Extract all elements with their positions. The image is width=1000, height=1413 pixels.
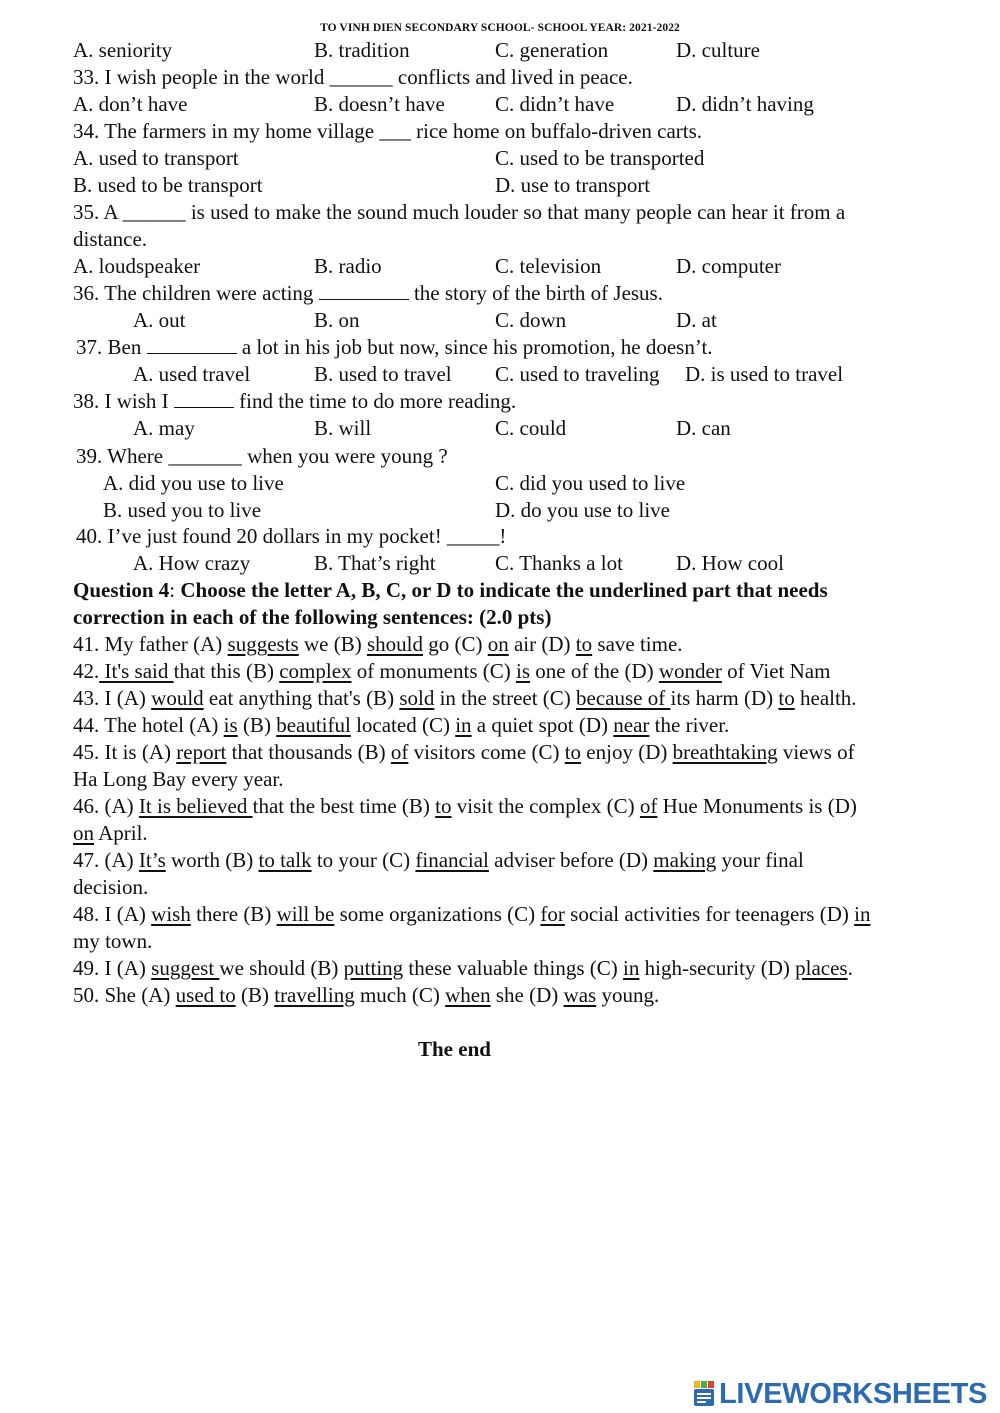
- option-d[interactable]: D. at: [676, 308, 717, 332]
- text: 44. The hotel (A): [73, 713, 224, 737]
- option-a[interactable]: A. did you use to live: [103, 471, 284, 495]
- text: that thousands (B): [226, 740, 391, 764]
- option-c[interactable]: C. didn’t have: [495, 92, 615, 116]
- text: 41. My father (A): [73, 632, 228, 656]
- question-49: [73, 955, 963, 982]
- text: Hue Monuments is (D): [657, 794, 857, 818]
- q39-options-row1: [73, 470, 963, 497]
- option-d[interactable]: D. didn’t having: [676, 92, 814, 116]
- underlined-part-c[interactable]: when: [445, 983, 491, 1007]
- underlined-part-a[interactable]: is: [223, 713, 238, 737]
- question-35-cont: distance.: [73, 227, 148, 251]
- answer-blank[interactable]: [147, 335, 237, 354]
- underlined-part-d[interactable]: in: [854, 902, 871, 926]
- liveworksheets-logo: [694, 1376, 987, 1412]
- q39-options-row2: [73, 497, 963, 524]
- question-39: 39. Where _______ when you were young ?: [76, 444, 448, 468]
- option-d[interactable]: D. How cool: [676, 551, 784, 575]
- option-a[interactable]: A. used travel: [133, 362, 251, 386]
- underlined-part-c[interactable]: is: [516, 659, 531, 683]
- text: young.: [596, 983, 660, 1007]
- underlined-part-c[interactable]: in: [455, 713, 472, 737]
- option-c[interactable]: C. generation: [495, 38, 609, 62]
- text: air (D): [508, 632, 576, 656]
- question-50: [73, 982, 963, 1009]
- option-a[interactable]: A. How crazy: [133, 551, 251, 575]
- underlined-part-c[interactable]: financial: [415, 848, 489, 872]
- question-45-cont: Ha Long Bay every year.: [73, 767, 284, 791]
- text: 47. (A): [73, 848, 139, 872]
- option-b[interactable]: B. used to be transport: [73, 173, 263, 197]
- text: views of: [777, 740, 855, 764]
- text: its harm (D): [670, 686, 779, 710]
- underlined-part-a[interactable]: report: [176, 740, 227, 764]
- question-46: [73, 793, 963, 820]
- question-46-cont: [73, 820, 963, 847]
- option-a[interactable]: A. loudspeaker: [73, 254, 201, 278]
- option-c[interactable]: C. used to be transported: [495, 146, 705, 170]
- underlined-part-a[interactable]: used to: [175, 983, 236, 1007]
- q38-pre: 38. I wish I: [73, 389, 174, 413]
- q37-pre: 37. Ben: [76, 335, 147, 359]
- underlined-part-b[interactable]: sold: [399, 686, 435, 710]
- underlined-part-b[interactable]: to: [435, 794, 452, 818]
- text: in the street (C): [434, 686, 577, 710]
- question-42: [73, 658, 963, 685]
- underlined-part-d[interactable]: breathtaking: [672, 740, 778, 764]
- option-d[interactable]: D. can: [676, 416, 731, 440]
- q36-pre: 36. The children were acting: [73, 281, 319, 305]
- text: these valuable things (C): [403, 956, 624, 980]
- q37-post: a lot in his job but now, since his promotion, he doesn’t.: [236, 335, 713, 359]
- underlined-part-c[interactable]: for: [540, 902, 565, 926]
- underlined-part-d[interactable]: making: [653, 848, 717, 872]
- question-41: [73, 631, 963, 658]
- question-38: [73, 388, 963, 415]
- underlined-part-c[interactable]: of: [639, 794, 658, 818]
- option-b[interactable]: B. used you to live: [103, 498, 262, 522]
- text: 42.: [73, 659, 100, 683]
- underlined-part-c[interactable]: because of: [576, 686, 671, 710]
- option-a[interactable]: A. out: [133, 308, 186, 332]
- text: 49. I (A): [73, 956, 152, 980]
- option-d[interactable]: D. do you use to live: [495, 498, 670, 522]
- text: that the best time (B): [252, 794, 436, 818]
- q35-options: [73, 253, 963, 280]
- answer-blank[interactable]: [174, 389, 234, 408]
- question-48-cont: my town.: [73, 929, 153, 953]
- question-4-colon: :: [169, 578, 181, 602]
- underlined-part-b[interactable]: complex: [279, 659, 352, 683]
- q32-options: [73, 37, 963, 64]
- text: one of the (D): [530, 659, 659, 683]
- option-a[interactable]: A. seniority: [73, 38, 173, 62]
- text: she (D): [490, 983, 564, 1007]
- text: some organizations (C): [334, 902, 541, 926]
- text: health.: [794, 686, 857, 710]
- q38-post: find the time to do more reading.: [233, 389, 517, 413]
- option-c[interactable]: C. Thanks a lot: [495, 551, 623, 575]
- text: worth (B): [165, 848, 259, 872]
- underlined-part-d[interactable]: to: [778, 686, 795, 710]
- text: enjoy (D): [581, 740, 673, 764]
- underlined-part-a[interactable]: wish: [151, 902, 191, 926]
- q34-options-row1: [73, 145, 963, 172]
- option-b[interactable]: B. doesn’t have: [314, 92, 445, 116]
- underlined-part-d[interactable]: was: [563, 983, 597, 1007]
- question-44: [73, 712, 963, 739]
- text: April.: [94, 821, 148, 845]
- option-c[interactable]: C. did you used to live: [495, 471, 686, 495]
- underlined-part-b[interactable]: putting: [343, 956, 404, 980]
- underlined-part-b[interactable]: will be: [276, 902, 335, 926]
- underlined-part-b[interactable]: should: [366, 632, 423, 656]
- option-a[interactable]: A. may: [133, 416, 195, 440]
- question-36: [73, 280, 963, 307]
- text: go (C): [422, 632, 488, 656]
- option-b[interactable]: B. radio: [314, 254, 382, 278]
- q38-options: [73, 415, 963, 442]
- question-4-instructions-cont: correction in each of the following sentences: (2.0 pts): [73, 605, 552, 629]
- q34-options-row2: [73, 172, 963, 199]
- q40-options: [73, 550, 963, 577]
- option-b[interactable]: B. That’s right: [314, 551, 436, 575]
- question-45: [73, 739, 963, 766]
- underlined-part-b[interactable]: to talk: [258, 848, 312, 872]
- text: visit the complex (C): [451, 794, 640, 818]
- text: 43. I (A): [73, 686, 152, 710]
- text: to your (C): [311, 848, 416, 872]
- question-37: [76, 334, 966, 361]
- underlined-part-d[interactable]: near: [613, 713, 650, 737]
- option-d[interactable]: D. use to transport: [495, 173, 651, 197]
- question-4-instructions: Choose the letter A, B, C, or D to indicate the underlined part that needs: [180, 578, 828, 602]
- underlined-part-d[interactable]: to: [575, 632, 593, 656]
- text: high-security (D): [639, 956, 796, 980]
- question-4-label: Question 4: [73, 578, 170, 602]
- text: much (C): [354, 983, 446, 1007]
- question-48: [73, 901, 963, 928]
- option-a[interactable]: A. used to transport: [73, 146, 239, 170]
- text: 48. I (A): [73, 902, 152, 926]
- option-d[interactable]: D. is used to travel: [685, 362, 844, 386]
- question-4-heading: [73, 577, 963, 604]
- option-d[interactable]: D. computer: [676, 254, 781, 278]
- text: of monuments (C): [351, 659, 516, 683]
- underlined-part-d[interactable]: on: [73, 821, 94, 845]
- text: located (C): [350, 713, 456, 737]
- text: social activities for teenagers (D): [564, 902, 855, 926]
- underlined-part-a[interactable]: suggests: [227, 632, 299, 656]
- text: visitors come (C): [408, 740, 565, 764]
- the-end-footer: The end: [418, 1037, 491, 1061]
- text: (B): [237, 713, 277, 737]
- option-c[interactable]: C. used to traveling: [495, 362, 660, 386]
- option-d[interactable]: D. culture: [676, 38, 760, 62]
- text: we (B): [298, 632, 367, 656]
- underlined-part-b[interactable]: beautiful: [276, 713, 351, 737]
- text: (B): [235, 983, 275, 1007]
- text: save time.: [592, 632, 683, 656]
- text: 45. It is (A): [73, 740, 177, 764]
- worksheet-icon: [694, 1381, 716, 1407]
- answer-blank[interactable]: [319, 281, 409, 300]
- underlined-part-a[interactable]: It's said: [99, 659, 174, 683]
- option-b[interactable]: B. on: [314, 308, 360, 332]
- question-34: 34. The farmers in my home village ___ rice home on buffalo-driven carts.: [73, 119, 703, 143]
- question-43: [73, 685, 963, 712]
- underlined-part-c[interactable]: in: [623, 956, 640, 980]
- underlined-part-b[interactable]: travelling: [274, 983, 355, 1007]
- option-c[interactable]: C. could: [495, 416, 567, 440]
- underlined-part-d[interactable]: wonder: [658, 659, 722, 683]
- text: .: [847, 956, 853, 980]
- brand-name: LIVEWORKSHEETS: [719, 1377, 988, 1410]
- underlined-part-d[interactable]: places: [795, 956, 848, 980]
- option-b[interactable]: B. will: [314, 416, 372, 440]
- text: 50. She (A): [73, 983, 176, 1007]
- text: the river.: [649, 713, 730, 737]
- option-a[interactable]: A. don’t have: [73, 92, 188, 116]
- text: of Viet Nam: [721, 659, 831, 683]
- q36-options: [73, 307, 963, 334]
- question-47: [73, 847, 963, 874]
- question-33: 33. I wish people in the world ______ conflicts and lived in peace.: [73, 65, 633, 89]
- q36-post: the story of the birth of Jesus.: [408, 281, 663, 305]
- underlined-part-b[interactable]: of: [390, 740, 409, 764]
- option-c[interactable]: C. down: [495, 308, 567, 332]
- underlined-part-a[interactable]: suggest: [151, 956, 220, 980]
- underlined-part-a[interactable]: It’s: [138, 848, 166, 872]
- question-35: 35. A ______ is used to make the sound much louder so that many people can hear it from a: [73, 200, 846, 224]
- text: a quiet spot (D): [471, 713, 614, 737]
- option-b[interactable]: B. used to travel: [314, 362, 452, 386]
- q33-options: [73, 91, 963, 118]
- underlined-part-a[interactable]: It is believed: [138, 794, 253, 818]
- question-47-cont: decision.: [73, 875, 149, 899]
- underlined-part-a[interactable]: would: [151, 686, 204, 710]
- underlined-part-c[interactable]: to: [564, 740, 582, 764]
- underlined-part-c[interactable]: on: [487, 632, 509, 656]
- text: eat anything that's (B): [203, 686, 400, 710]
- question-40: 40. I’ve just found 20 dollars in my pocket! _____!: [76, 524, 507, 548]
- option-c[interactable]: C. television: [495, 254, 602, 278]
- text: we should (B): [219, 956, 344, 980]
- q37-options: [73, 361, 963, 388]
- text: adviser before (D): [488, 848, 654, 872]
- text: that this (B): [173, 659, 280, 683]
- school-header: TO VINH DIEN SECONDARY SCHOOL- SCHOOL YEAR: 2021-2022: [320, 22, 680, 34]
- text: your final: [716, 848, 804, 872]
- option-b[interactable]: B. tradition: [314, 38, 410, 62]
- text: 46. (A): [73, 794, 139, 818]
- text: there (B): [190, 902, 277, 926]
